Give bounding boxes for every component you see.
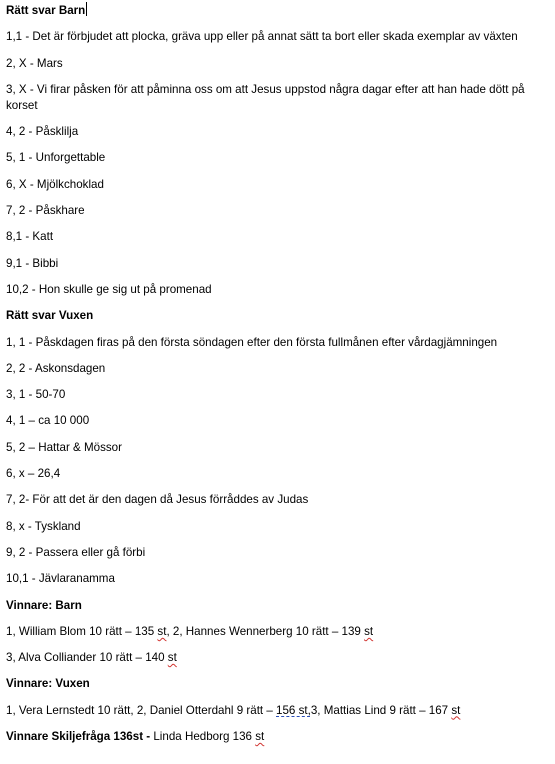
answer-barn-10: 10,2 - Hon skulle ge sig ut på promenad bbox=[6, 282, 212, 296]
answer-barn-7: 7, 2 - Påskhare bbox=[6, 204, 85, 218]
heading-ratt-svar-vuxen: Rätt svar Vuxen bbox=[6, 309, 94, 323]
winners-barn-line-2: 3, Alva Colliander 10 rätt – 140 st bbox=[6, 651, 177, 665]
heading-vinnare-barn: Vinnare: Barn bbox=[6, 598, 82, 612]
grammar-mark: 156 st, bbox=[276, 703, 311, 717]
answer-barn-4: 4, 2 - Påsklilja bbox=[6, 125, 79, 139]
answer-vuxen-5: 5, 2 – Hattar & Mössor bbox=[6, 440, 122, 454]
spelling-mark: st bbox=[157, 624, 167, 638]
answer-vuxen-7: 7, 2- För att det är den dagen då Jesus förråddes av Judas bbox=[6, 493, 309, 507]
skiljefraga-label: Vinnare Skiljefråga 136st - bbox=[6, 730, 154, 744]
skiljefraga-line: Vinnare Skiljefråga 136st - Linda Hedborg 136 st bbox=[6, 730, 265, 744]
spelling-mark: st bbox=[364, 624, 374, 638]
spelling-mark: st bbox=[255, 730, 265, 744]
answer-vuxen-9: 9, 2 - Passera eller gå förbi bbox=[6, 545, 146, 559]
spelling-mark: st bbox=[451, 703, 461, 717]
document-body[interactable] bbox=[6, 2, 548, 755]
answer-vuxen-4: 4, 1 – ca 10 000 bbox=[6, 414, 90, 428]
answer-barn-9: 9,1 - Bibbi bbox=[6, 256, 59, 270]
answer-barn-6: 6, X - Mjölkchoklad bbox=[6, 177, 104, 191]
text-cursor bbox=[86, 2, 87, 16]
answer-barn-5: 5, 1 - Unforgettable bbox=[6, 151, 106, 165]
heading-ratt-svar-barn: Rätt svar Barn bbox=[6, 4, 86, 17]
answer-barn-3: 3, X - Vi firar påsken för att påminna oss om att Jesus uppstod några dagar efter att han hade dött på korset bbox=[6, 82, 525, 112]
winners-vuxen-line: 1, Vera Lernstedt 10 rätt, 2, Daniel Otterdahl 9 rätt – 156 st,3, Mattias Lind 9 rätt – 167 st bbox=[6, 703, 461, 717]
answer-vuxen-6: 6, x – 26,4 bbox=[6, 467, 61, 481]
answer-barn-1: 1,1 - Det är förbjudet att plocka, gräva upp eller på annat sätt ta bort eller skada exemplar av växten bbox=[6, 30, 518, 44]
spelling-mark: st bbox=[167, 651, 177, 665]
answer-vuxen-3: 3, 1 - 50-70 bbox=[6, 388, 66, 402]
answer-vuxen-8: 8, x - Tyskland bbox=[6, 519, 81, 533]
answer-vuxen-2: 2, 2 - Askonsdagen bbox=[6, 361, 106, 375]
answer-barn-2: 2, X - Mars bbox=[6, 56, 63, 70]
winners-barn-line-1: 1, William Blom 10 rätt – 135 st, 2, Hannes Wennerberg 10 rätt – 139 st bbox=[6, 624, 374, 638]
answer-vuxen-10: 10,1 - Jävlaranamma bbox=[6, 572, 115, 586]
answer-vuxen-1: 1, 1 - Påskdagen firas på den första söndagen efter den första fullmånen efter vårdagjämningen bbox=[6, 335, 498, 349]
heading-vinnare-vuxen: Vinnare: Vuxen bbox=[6, 677, 90, 691]
answer-barn-8: 8,1 - Katt bbox=[6, 230, 54, 244]
